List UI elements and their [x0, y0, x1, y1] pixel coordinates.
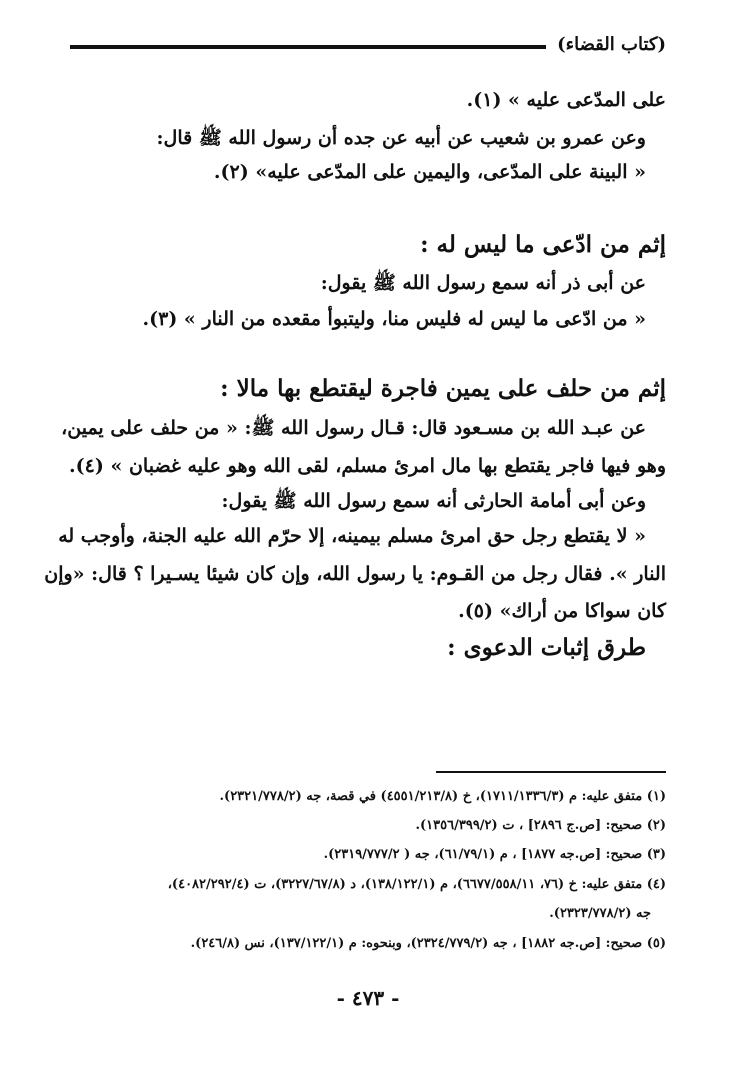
- footnote-continuation: جه (٢٣٢٣/٧٧٨/٢).: [549, 906, 651, 921]
- footnote: (٣) صحيح: [ص.جه ١٨٧٧] ، م (٦١/٧٩/١)، جه ( ٢٣١٩/٧٧٧/٢).: [323, 847, 666, 862]
- body-line: وهو فيها فاجر يقتطع بها مال امرئ مسلم، لقى الله وهو عليه غضبان » (٤).: [69, 455, 666, 477]
- page-header: [70, 34, 666, 58]
- footnote: (٥) صحيح: [ص.جه ١٨٨٢] ، جه (٢٣٢٤/٧٧٩/٢)، وبنحوه: م (١٣٧/١٢٢/١)، نس (٢٤٦/٨).: [190, 936, 666, 951]
- body-line: كان سواكا من أراك» (٥).: [458, 600, 666, 622]
- body-line: على المدّعى عليه » (١).: [466, 89, 666, 111]
- hadith-text: « من ادّعى ما ليس له فليس منا، وليتبوأ مقعده من النار » (٣).: [142, 308, 646, 330]
- hadith-text: « لا يقتطع رجل حق امرئ مسلم بيمينه، إلا حرّم الله عليه الجنة، وأوجب له: [58, 525, 646, 547]
- section-heading: طرق إثبات الدعوى :: [447, 634, 646, 661]
- header-rule: [70, 45, 546, 49]
- running-title: (كتاب القضاء): [557, 34, 666, 55]
- body-line: عن عبـد الله بن مسـعود قال: قـال رسول الله ﷺ: « من حلف على يمين،: [61, 417, 646, 439]
- body-line: النار ». فقال رجل من القـوم: يا رسول الله، وإن كان شيئا يسـيرا ؟ قال: «وإن: [44, 563, 666, 585]
- body-line: عن أبى ذر أنه سمع رسول الله ﷺ يقول:: [320, 272, 646, 294]
- footnote-rule: [436, 771, 666, 773]
- section-heading: إثم من ادّعى ما ليس له :: [420, 231, 666, 258]
- page-number: - ٤٧٣ -: [336, 986, 400, 1010]
- body-line: وعن أبى أمامة الحارثى أنه سمع رسول الله ﷺ يقول:: [221, 490, 646, 512]
- hadith-text: « البينة على المدّعى، واليمين على المدّعى عليه» (٢).: [213, 161, 646, 183]
- footnote: (٢) صحيح: [ص.ج ٢٨٩٦] ، ت (١٣٥٦/٣٩٩/٢).: [415, 818, 666, 833]
- body-line: وعن عمرو بن شعيب عن أبيه عن جده أن رسول الله ﷺ قال:: [156, 127, 646, 149]
- footnote: (٤) متفق عليه: خ (٧٦، ٦٦٧٧/٥٥٨/١١)، م (١٣٨/١٢٢/١)، د (٣٢٢٧/٦٧/٨)، ت (٤٠٨٢/٢٩٢/٤)،: [167, 877, 666, 892]
- footnote: (١) متفق عليه: م (١٧١١/١٣٣٦/٣)، خ (٤٥٥١/٢١٣/٨) في قصة، جه (٢٣٢١/٧٧٨/٢).: [219, 789, 666, 804]
- section-heading: إثم من حلف على يمين فاجرة ليقتطع بها مالا :: [220, 375, 666, 402]
